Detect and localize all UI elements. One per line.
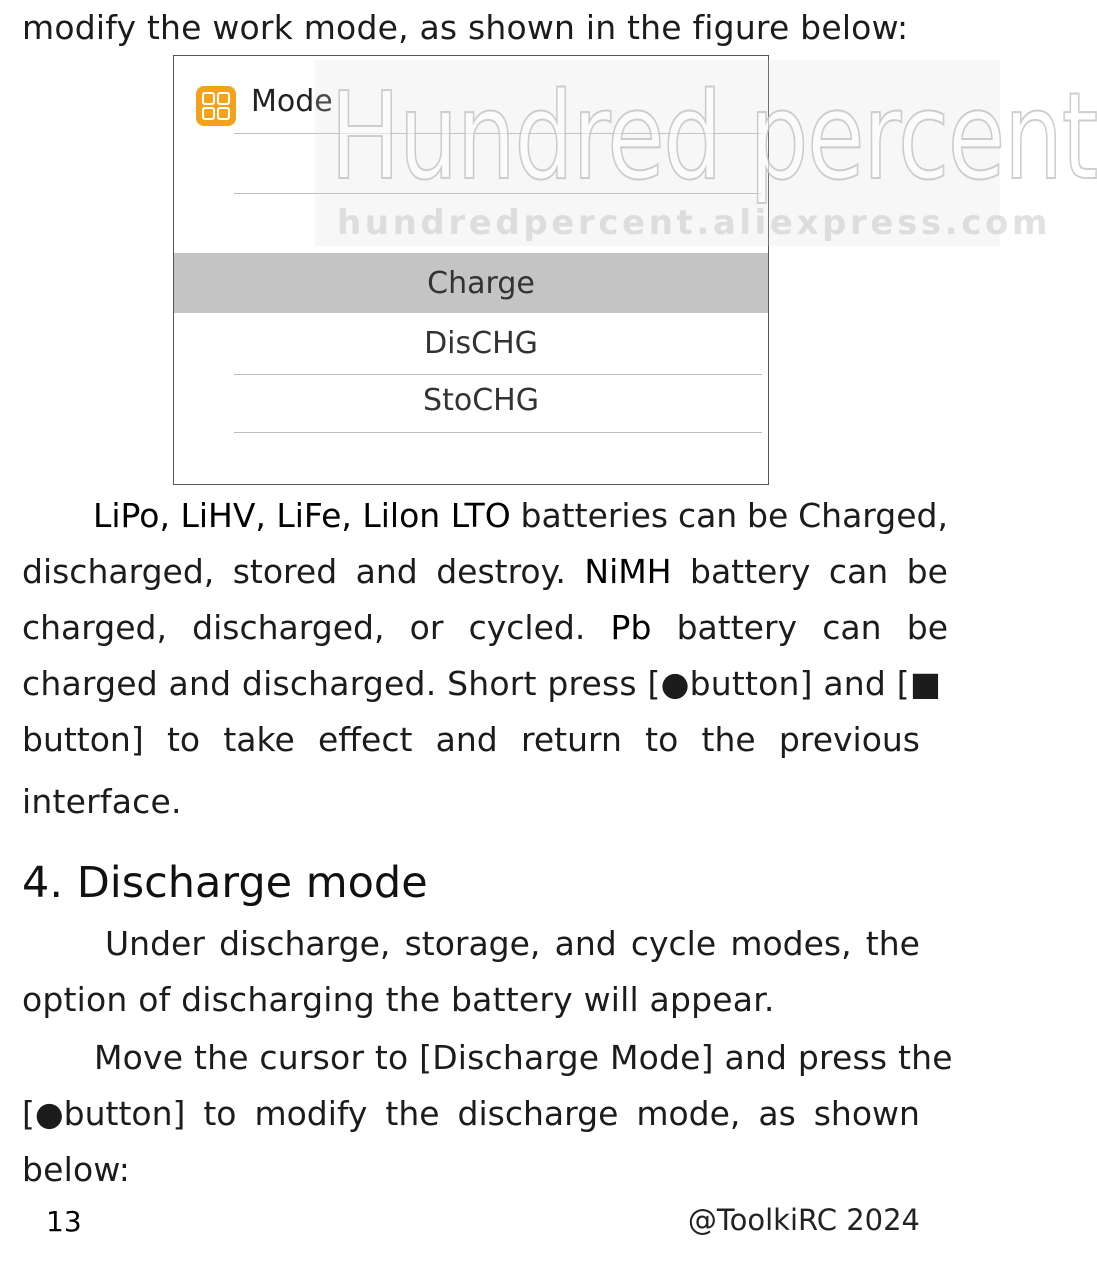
para1-line6: interface. bbox=[22, 782, 182, 821]
divider bbox=[234, 374, 762, 375]
word: the bbox=[865, 924, 920, 963]
intro-line: modify the work mode, as shown in the figure below: bbox=[22, 8, 909, 47]
para1-line3 bbox=[22, 608, 948, 647]
word: can bbox=[828, 552, 889, 591]
word: be bbox=[906, 552, 948, 591]
para1-line1 bbox=[93, 496, 948, 535]
word: [●button] bbox=[22, 1094, 186, 1133]
word: battery bbox=[690, 552, 811, 591]
word: or bbox=[409, 608, 444, 647]
word: effect bbox=[317, 720, 413, 759]
para1-line5 bbox=[22, 720, 920, 759]
word: destroy. bbox=[436, 552, 566, 591]
word: be bbox=[747, 496, 789, 535]
word: discharge bbox=[457, 1094, 619, 1133]
word: return bbox=[520, 720, 622, 759]
watermark-url: hundredpercent.aliexpress.com bbox=[337, 203, 1052, 243]
word: storage, bbox=[404, 924, 541, 963]
battery-type-pb: Pb bbox=[610, 608, 652, 647]
grid-app-icon bbox=[196, 86, 236, 126]
word: to bbox=[645, 720, 679, 759]
page-number: 13 bbox=[46, 1205, 82, 1238]
word: Under bbox=[105, 924, 205, 963]
word: the bbox=[701, 720, 756, 759]
word: can bbox=[677, 496, 738, 535]
word: take bbox=[223, 720, 295, 759]
para2-line2: option of discharging the battery will appear. bbox=[22, 980, 775, 1019]
word: modes, bbox=[730, 924, 852, 963]
option-stochg[interactable]: StoCHG bbox=[423, 383, 539, 418]
word: to bbox=[203, 1094, 237, 1133]
word: batteries bbox=[520, 496, 669, 535]
para1-line4: charged and discharged. Short press [●button] and [■ bbox=[22, 664, 942, 703]
word: can bbox=[822, 608, 882, 647]
option-dischg[interactable]: DisCHG bbox=[424, 326, 538, 361]
word: button] bbox=[22, 720, 144, 759]
word: previous bbox=[778, 720, 920, 759]
para3-line3: below: bbox=[22, 1150, 131, 1189]
word: and bbox=[554, 924, 617, 963]
watermark-title: Hundred percent bbox=[330, 68, 1097, 207]
word: battery bbox=[676, 608, 798, 647]
word: as bbox=[758, 1094, 796, 1133]
word: cycled. bbox=[468, 608, 586, 647]
word: shown bbox=[813, 1094, 920, 1133]
word: discharge, bbox=[219, 924, 391, 963]
word: be bbox=[906, 608, 948, 647]
word: discharged, bbox=[192, 608, 385, 647]
word: modify bbox=[254, 1094, 368, 1133]
word: cycle bbox=[630, 924, 717, 963]
para3-line1: Move the cursor to [Discharge Mode] and press the bbox=[94, 1038, 953, 1077]
word: charged, bbox=[22, 608, 167, 647]
para1-line2 bbox=[22, 552, 948, 591]
para2-line1 bbox=[105, 924, 920, 963]
section-heading: 4. Discharge mode bbox=[22, 858, 428, 908]
word: the bbox=[385, 1094, 440, 1133]
word: stored bbox=[232, 552, 338, 591]
divider bbox=[234, 432, 762, 433]
word: discharged, bbox=[22, 552, 215, 591]
battery-type-nimh: NiMH bbox=[584, 552, 672, 591]
word: Charged, bbox=[798, 496, 948, 535]
word: and bbox=[435, 720, 498, 759]
word: and bbox=[355, 552, 418, 591]
word: mode, bbox=[636, 1094, 741, 1133]
para3-line2 bbox=[22, 1094, 920, 1133]
footer-credit: @ToolkiRC 2024 bbox=[687, 1203, 920, 1237]
word: to bbox=[166, 720, 201, 759]
mode-title: Mode bbox=[251, 84, 333, 119]
option-charge[interactable]: Charge bbox=[427, 266, 535, 301]
battery-types: LiPo, LiHV, LiFe, Lilon LTO bbox=[93, 496, 511, 535]
